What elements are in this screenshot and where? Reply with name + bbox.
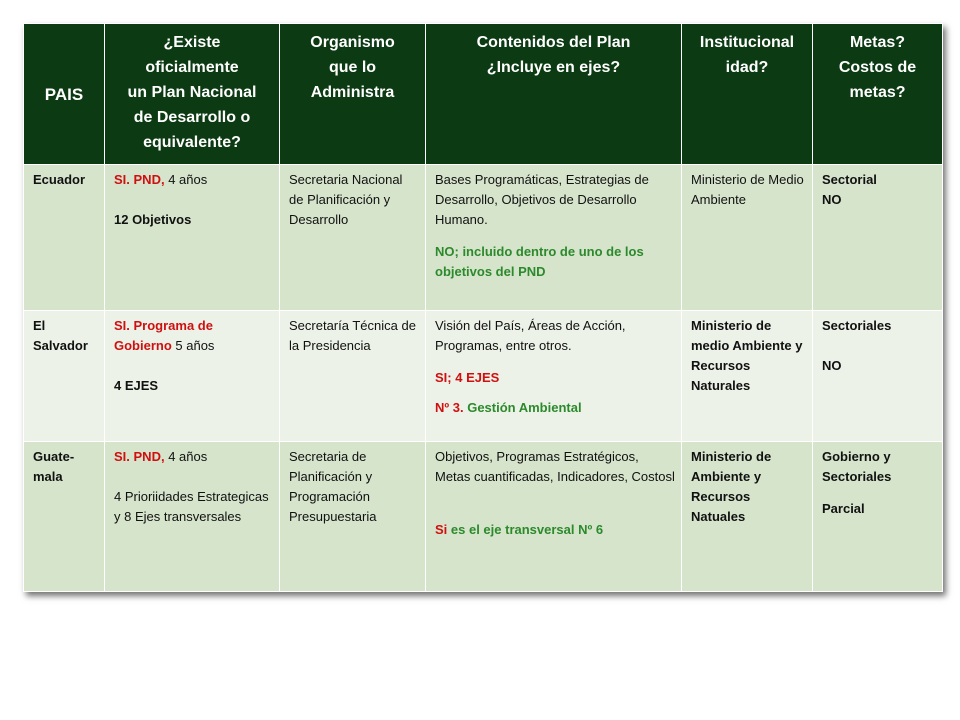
cell-institucionalidad: Ministerio de medio Ambiente y Recursos Naturales	[682, 311, 813, 442]
plan-detail: 4 Prioriidades Estrategicas y 8 Ejes transversales	[114, 489, 269, 524]
ejes-text: es el eje transversal Nº 6	[447, 522, 604, 537]
cell-plan	[105, 442, 280, 592]
table-row	[24, 165, 943, 311]
header-existe-line: de Desarrollo o	[133, 109, 251, 126]
cell-metas	[813, 165, 943, 311]
cell-pais: Ecuador	[24, 165, 105, 311]
plan-status: SI. Programa de Gobierno	[114, 318, 213, 353]
metas-cost: Parcial	[822, 501, 865, 516]
plan-status: SI. PND,	[114, 172, 165, 187]
header-organismo	[280, 24, 426, 165]
header-metas-line: metas?	[849, 84, 906, 101]
plan-comparison-table	[23, 23, 943, 592]
cell-organismo: Secretaria de Planificación y Programación Presupuestaria	[280, 442, 426, 592]
header-pais: PAIS	[24, 24, 105, 165]
cell-contenidos	[426, 165, 682, 311]
header-existe-line: un Plan Nacional	[127, 84, 257, 101]
ejes-flag: Si	[435, 522, 448, 537]
header-existe-plan	[105, 24, 280, 165]
header-contenidos	[426, 24, 682, 165]
header-existe-line: ¿Existe	[163, 34, 221, 51]
ejes-number: Nº 3.	[435, 400, 464, 415]
header-contenidos-line: Contenidos del Plan	[476, 34, 631, 51]
cell-plan	[105, 311, 280, 442]
cell-plan	[105, 165, 280, 311]
cell-organismo: Secretaría Técnica de la Presidencia	[280, 311, 426, 442]
header-organismo-line: Administra	[310, 84, 395, 101]
table-row	[24, 442, 943, 592]
cell-contenidos	[426, 311, 682, 442]
header-organismo-line: Organismo	[310, 34, 395, 51]
cell-pais: Guate-mala	[24, 442, 105, 592]
cell-institucionalidad: Ministerio de Medio Ambiente	[682, 165, 813, 311]
header-institucionalidad	[682, 24, 813, 165]
header-metas-line: Metas?	[849, 34, 906, 51]
cell-organismo: Secretaria Nacional de Planificación y Desarrollo	[280, 165, 426, 311]
header-contenidos-line: ¿Incluye en ejes?	[486, 59, 621, 76]
cell-contenidos	[426, 442, 682, 592]
plan-duration: 4 años	[164, 449, 208, 464]
plan-duration: 5 años	[171, 338, 215, 353]
header-metas-line: Costos de	[838, 59, 917, 76]
table-row	[24, 311, 943, 442]
header-existe-line: oficialmente	[145, 59, 239, 76]
header-row	[24, 24, 943, 165]
ejes-text: NO; incluido dentro de uno de los objetivos del PND	[435, 244, 644, 279]
cell-institucionalidad: Ministerio de Ambiente y Recursos Natuales	[682, 442, 813, 592]
metas-type: Gobierno y Sectoriales	[822, 449, 892, 484]
header-existe-line: equivalente?	[143, 134, 241, 151]
header-institucionalidad-line: Institucional	[699, 34, 795, 51]
cell-pais: El Salvador	[24, 311, 105, 442]
contenidos-text: Visión del País, Áreas de Acción, Programas, entre otros.	[435, 318, 626, 353]
plan-status: SI. PND,	[114, 449, 165, 464]
header-organismo-line: que lo	[328, 59, 377, 76]
contenidos-text: Bases Programáticas, Estrategias de Desarrollo, Objetivos de Desarrollo Humano.	[435, 172, 649, 227]
metas-cost: NO	[822, 192, 842, 207]
metas-type: Sectoriales	[822, 318, 892, 333]
plan-duration: 4 años	[164, 172, 208, 187]
header-metas	[813, 24, 943, 165]
metas-cost: NO	[822, 358, 842, 373]
contenidos-text: Objetivos, Programas Estratégicos, Metas cuantificadas, Indicadores, Costosl	[435, 449, 675, 484]
cell-metas	[813, 311, 943, 442]
ejes-count: SI; 4 EJES	[435, 370, 500, 385]
cell-metas	[813, 442, 943, 592]
plan-detail: 12 Objetivos	[114, 212, 192, 227]
metas-type: Sectorial	[822, 172, 877, 187]
plan-detail: 4 EJES	[114, 378, 159, 393]
header-institucionalidad-line: idad?	[725, 59, 769, 76]
ejes-name: Gestión Ambiental	[463, 400, 582, 415]
